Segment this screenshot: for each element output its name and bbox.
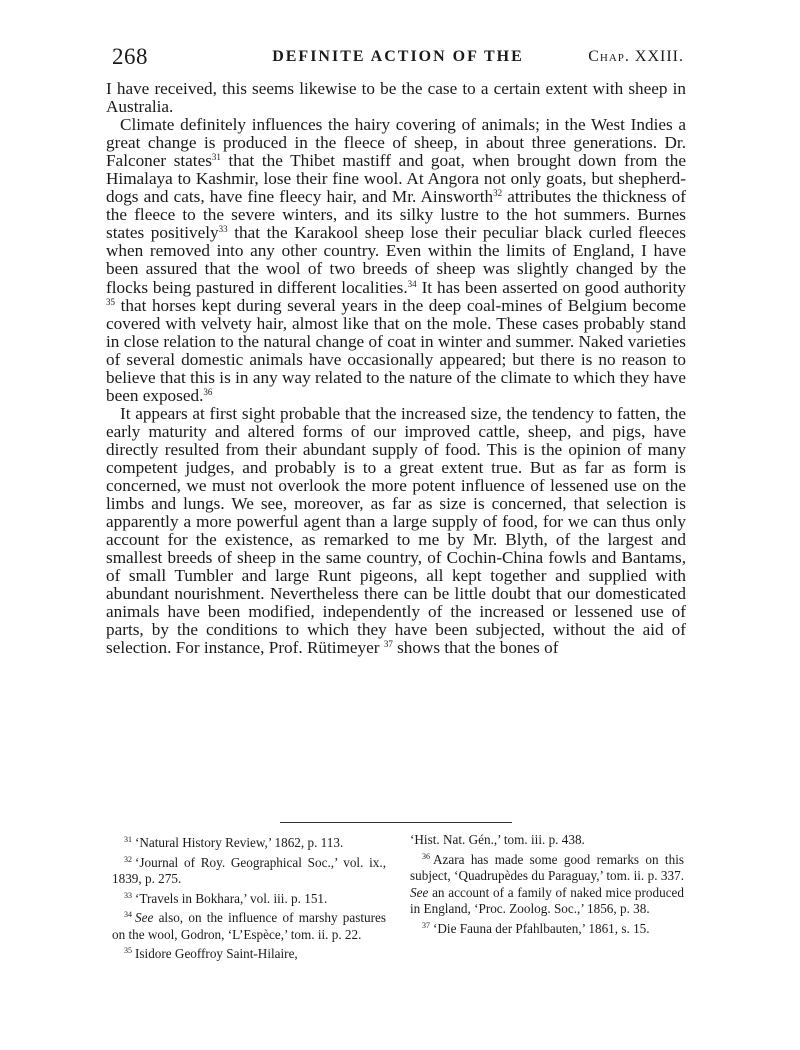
paragraph-1: I have received, this seems likewise to be the case to a certain extent with sheep in Australia. [106, 79, 686, 117]
footnote-ref-35: 35 [106, 296, 115, 307]
paragraph-3: It appears at first sight probable that the increased size, the tendency to fatten, the early maturity and altered forms of our improved cattle, sheep, and pigs, have directly resulted from their abundant supply of food. This is the opinion of many competent judges, and probably is to a great extent true. But as far as form is concerned, we must not overlook the more potent influence of lessened use on the limbs and lungs. We see, moreover, as far as size is concerned, that selection is apparently a more powerful agent than a large supply of food, for we can thus only account for the existence, as remarked to me by Mr. Blyth, of the largest and smallest breeds of sheep in the same country, of Cochin-China fowls and Bantams, of small Tumbler and large Runt pigeons, all kept together and supplied with abundant nourishment. Nevertheless there can be little doubt that our domesticated animals have been modified, independently of the increased or lessened use of parts, by the conditions to which they have been subjected, without the aid of selection. For instance, Prof. Rütimeyer $^{37}$ shows that the bones of [106, 403, 686, 658]
footnote-ref-37: 37 [383, 639, 393, 650]
chapter-label: Chap. XXIII. [588, 48, 684, 65]
page-number: 268 [112, 44, 148, 69]
footnote-ref-36: 36 [203, 386, 213, 397]
footnote-37: $^{37}$ ‘Die Fauna der Pfahlbauten,’ 1861, s. 15. [422, 920, 650, 936]
footnote-ref-32: 32 [493, 188, 503, 199]
running-title: DEFINITE ACTION OF THE [272, 48, 524, 65]
footnote-33: $^{33}$ ‘Travels in Bokhara,’ vol. iii. p. 151. [124, 890, 328, 906]
paragraph-2: Climate definitely influences the hairy covering of animals; in the West Indies a great change is produced in the fleece of sheep, in about three generations. Dr. Falconer states$^{31}$ that the Thibet mastiff and goat, when brought down from the Himalaya to Kashmir, lose their fine wool. At Angora not only goats, but shepherd-dogs and cats, have fine fleecy hair, and Mr. Ainsworth$^{32}$ attributes the thickness of the fleece to the severe winters, and its silky lustre to the hot summers. Burnes states positively$^{33}$ that the Karakool sheep lose their peculiar black curled fleeces when removed into any other country. Even within the limits of England, I have been assured that the wool of two breeds of sheep was slightly changed by the flocks being pastured in different localities.$^{34}$ It has been asserted on good authority $^{35}$ that horses kept during several years in the deep coal-mines of Belgium become covered with velvety hair, almost like that on the mole. These cases probably stand in close relation to the natural change of coat in winter and summer. Naked varieties of several domestic animals have occasionally appeared; but there is no reason to believe that this is in any way related to the nature of the climate to which they have been exposed.$^{36}$ [106, 115, 687, 405]
page-header [112, 44, 684, 78]
footnote-ref-33: 33 [218, 224, 228, 235]
footnotes-right-column [410, 832, 684, 937]
footnote-36: $^{36}$ Azara has made some good remarks on this subject, ‘Quadrupèdes du Paraguay,’ tom. ii. p. 337. See an account of a family of naked mice produced in England, ‘Proc. Zoolog. Soc.,’ 1856, p. 38. [410, 851, 684, 916]
footnotes [112, 832, 686, 992]
footnote-32: $^{32}$ ‘Journal of Roy. Geographical Soc.,’ vol. ix., 1839, p. 275. [112, 854, 386, 886]
footnote-ref-34: 34 [407, 278, 417, 289]
footnote-35-continued: ‘Hist. Nat. Gén.,’ tom. iii. p. 438. [410, 832, 585, 847]
footnote-ref-31: 31 [211, 152, 221, 163]
footnote-31: $^{31}$ ‘Natural History Review,’ 1862, p. 113. [124, 835, 344, 850]
body-text [106, 80, 686, 802]
footnote-divider [280, 822, 512, 823]
footnote-35: $^{35}$ Isidore Geoffroy Saint-Hilaire, [124, 946, 298, 961]
footnote-34: $^{34}$ See also, on the influence of marshy pastures on the wool, Godron, ‘L’Espèce,’ tom. ii. p. 22. [112, 910, 386, 942]
footnotes-left-column [112, 832, 386, 963]
